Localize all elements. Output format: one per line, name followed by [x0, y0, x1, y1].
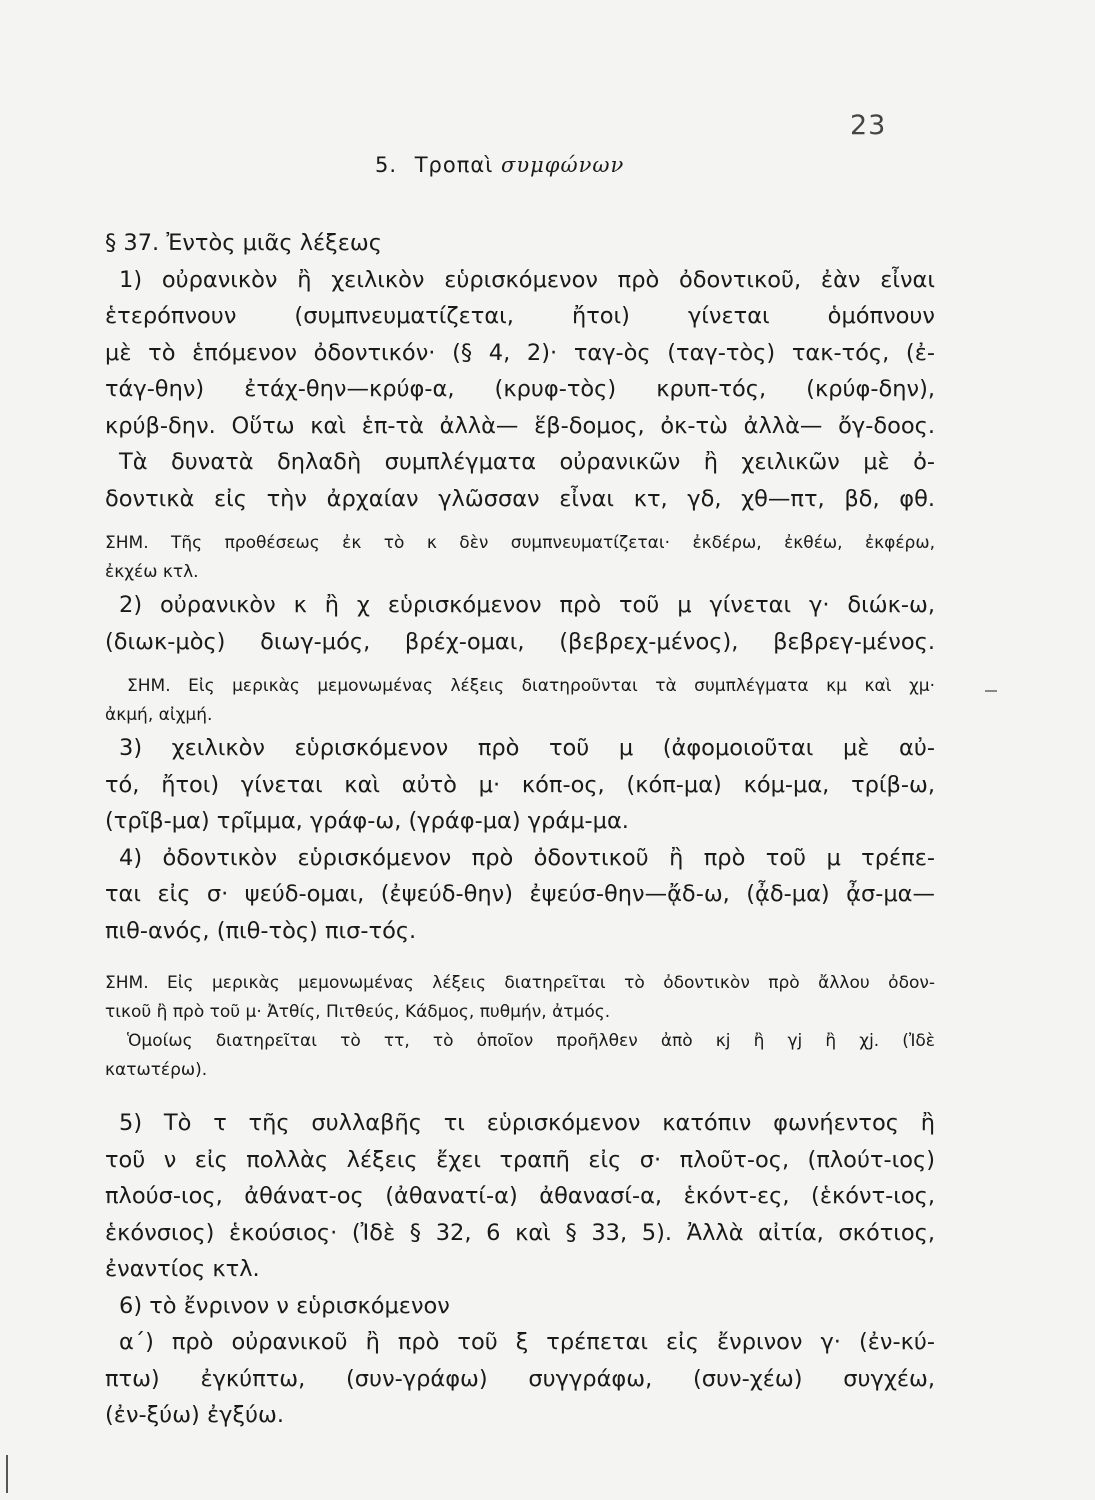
text-line: Ὁμοίως διατηρεῖται τὸ ττ, τὸ ὁποῖον προῆλθεν ἀπὸ κj ἢ γj ἢ χj. (Ἰδὲ — [127, 1031, 935, 1051]
text-line: πιθ-ανός, (πιθ-τὸς) πισ-τός. — [105, 917, 417, 944]
text-line: ται εἰς σ· ψεύδ-ομαι, (ἐψεύδ-θην) ἐψεύσ-θην—ᾄδ-ω, (ᾆδ-μα) ᾆσ-μα— — [105, 881, 935, 907]
text-line: πλούσ-ιος, ἀθάνατ-ος (ἀθανατί-α) ἀθανασί-α, ἑκόντ-ες, (ἑκόντ-ιος, — [105, 1183, 935, 1209]
text-line: δοντικὰ εἰς τὴν ἀρχαίαν γλῶσσαν εἶναι κτ, γδ, χθ—πτ, βδ, φθ. — [105, 485, 935, 512]
text-line: Τὰ δυνατὰ δηλαδὴ συμπλέγματα οὐρανικῶν ἢ χειλικῶν μὲ ὀ- — [119, 449, 935, 475]
text-line: ΣΗΜ. Τῆς προθέσεως ἐκ τὸ κ δὲν συμπνευματίζεται· ἐκδέρω, ἐκθέω, ἐκφέρω, — [105, 533, 935, 553]
text-line: (διωκ-μὸς) διωγ-μός, βρέχ-ομαι, (βεβρεχ-μένος), βεβρεγ-μένος. — [105, 628, 935, 655]
text-line: τό, ἤτοι) γίνεται καὶ αὐτὸ μ· κόπ-ος, (κόπ-μα) κόμ-μα, τρίβ-ω, — [105, 771, 935, 798]
text-line: ἐναντίος κτλ. — [105, 1256, 260, 1282]
section-title-word-2: συμφώνων — [501, 153, 625, 177]
text-line: (ἐν-ξύω) ἐγξύω. — [105, 1402, 285, 1428]
text-line: πτω) ἐγκύπτω, (συν-γράφω) συγγράφω, (συν-χέω) συγχέω, — [105, 1365, 935, 1392]
text-line: ΣΗΜ. Εἰς μερικὰς μεμονωμένας λέξεις διατηροῦνται τὰ συμπλέγματα κμ καὶ χμ· — [127, 676, 935, 696]
line-gap — [105, 1085, 935, 1105]
line-gap — [105, 660, 935, 672]
text-line: ἑτερόπνουν (συμπνευματίζεται, ἤτοι) γίνεται ὁμόπνουν — [105, 303, 935, 329]
section-number: 5. — [375, 153, 398, 177]
binding-edge-mark — [6, 1455, 8, 1493]
text-line: 4) ὀδοντικὸν εὑρισκόμενον πρὸ ὀδοντικοῦ ἢ πρὸ τοῦ μ τρέπε- — [119, 844, 935, 871]
text-line: κρύβ-δην. Οὕτω καὶ ἑπ-τὰ ἀλλὰ— ἕβ-δομος, ὀκ-τὼ ἀλλὰ— ὄγ-δοος. — [105, 412, 935, 439]
text-line: κατωτέρω). — [105, 1060, 208, 1080]
text-line: 6) τὸ ἔνρινον ν εὑρισκόμενον — [119, 1292, 450, 1319]
body-text — [105, 225, 935, 1434]
section-title-word-1: Τροπαὶ — [414, 153, 494, 177]
margin-mark — [985, 690, 997, 692]
text-line: § 37. Ἐντὸς μιᾶς λέξεως — [105, 230, 382, 256]
line-gap — [105, 949, 935, 969]
section-heading — [375, 153, 624, 177]
line-gap — [105, 517, 935, 529]
text-line: τοῦ ν εἰς πολλὰς λέξεις ἔχει τραπῆ εἰς σ· πλοῦτ-ος, (πλούτ-ιος) — [105, 1146, 935, 1173]
text-line: ΣΗΜ. Εἰς μερικὰς μεμονωμένας λέξεις διατηρεῖται τὸ ὀδοντικὸν πρὸ ἄλλου ὀδον- — [105, 973, 935, 993]
text-line: τάγ-θην) ἐτάχ-θην—κρύφ-α, (κρυφ-τὸς) κρυπ-τός, (κρύφ-δην), — [105, 376, 935, 402]
text-line: μὲ τὸ ἑπόμενον ὀδοντικόν· (§ 4, 2)· ταγ-ὸς (ταγ-τὸς) τακ-τός, (ἐ- — [105, 339, 935, 366]
page-number: 23 — [850, 110, 887, 141]
text-line: ἀκμή, αἰχμή. — [105, 705, 213, 725]
text-line: 1) οὐρανικὸν ἢ χειλικὸν εὑρισκόμενον πρὸ ὀδοντικοῦ, ἐὰν εἶναι — [119, 266, 935, 293]
text-line: 5) Τὸ τ τῆς συλλαβῆς τι εὑρισκόμενον κατόπιν φωνήεντος ἢ — [119, 1110, 935, 1136]
text-line: 3) χειλικὸν εὑρισκόμενον πρὸ τοῦ μ (ἀφομοιοῦται μὲ αὐ- — [119, 735, 935, 761]
text-line: ἐκχέω κτλ. — [105, 562, 199, 582]
text-line: τικοῦ ἢ πρὸ τοῦ μ· Ἀτθίς, Πιτθεύς, Κάδμος, πυθμήν, ἀτμός. — [105, 1002, 611, 1022]
text-line: (τρῖβ-μα) τρῖμμα, γράφ-ω, (γράφ-μα) γράμ-μα. — [105, 808, 629, 834]
text-line: α΄) πρὸ οὐρανικοῦ ἢ πρὸ τοῦ ξ τρέπεται εἰς ἔνρινον γ· (ἐν-κύ- — [119, 1329, 935, 1355]
text-line: ἑκόνσιος) ἑκούσιος· (Ἰδὲ § 32, 6 καὶ § 33, 5). Ἀλλὰ αἰτία, σκότιος, — [105, 1219, 935, 1246]
text-line: 2) οὐρανικὸν κ ἢ χ εὑρισκόμενον πρὸ τοῦ μ γίνεται γ· διώκ-ω, — [119, 592, 935, 618]
